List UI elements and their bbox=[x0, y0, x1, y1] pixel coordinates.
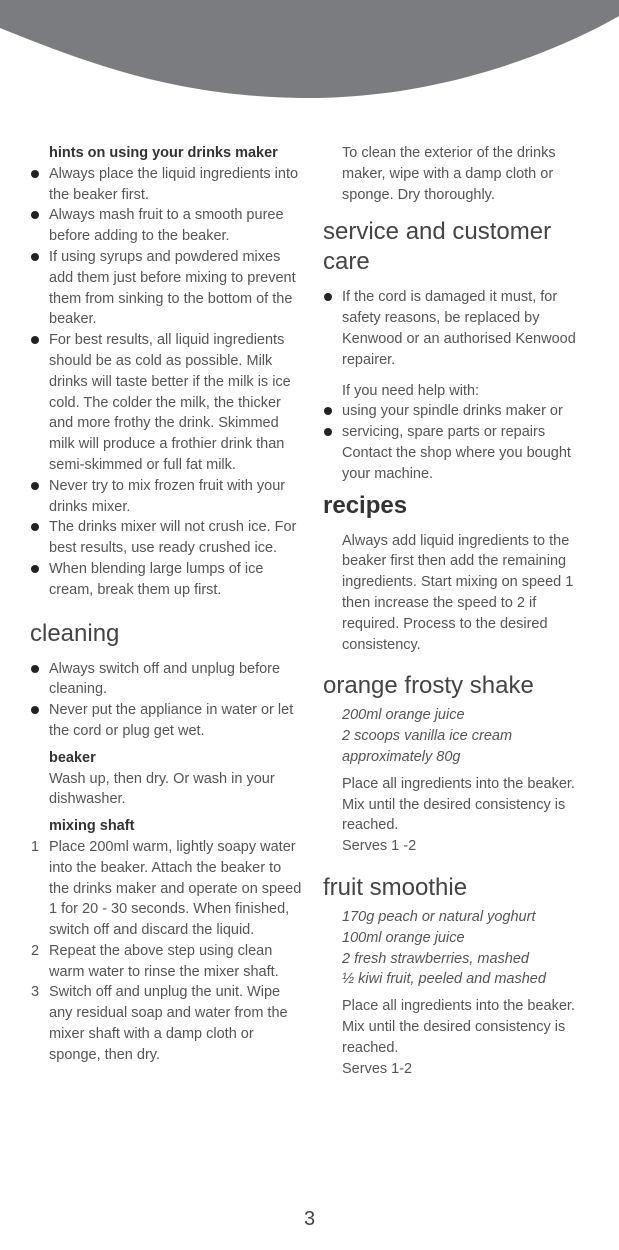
list-item: When blending large lumps of ice cream, break them up first. bbox=[30, 559, 302, 601]
hints-heading: hints on using your drinks maker bbox=[49, 145, 278, 161]
page-number: 3 bbox=[303, 1208, 316, 1230]
exterior-cleaning-text: To clean the exterior of the drinks maker, wipe with a damp cloth or sponge. Dry thoroughly. bbox=[342, 145, 556, 203]
ingredient: 100ml orange juice bbox=[342, 929, 465, 946]
step-number: 1 bbox=[31, 838, 40, 855]
list-item: If the cord is damaged it must, for safety reasons, be replaced by Kenwood or an authorised Kenwood repairer. bbox=[323, 287, 593, 370]
header-wave-decoration bbox=[0, 0, 619, 110]
shake-method: Place all ingredients into the beaker. Mix until the desired consistency is reached. bbox=[342, 775, 575, 834]
beaker-heading: beaker bbox=[49, 749, 96, 766]
list-item: Never try to mix frozen fruit with your drinks mixer. bbox=[30, 476, 302, 518]
shake-serves: Serves 1 -2 bbox=[342, 838, 417, 855]
step-text: Switch off and unplug the unit. Wipe any residual soap and water from the mixer shaft with a damp cloth or sponge, then dry. bbox=[49, 984, 288, 1063]
list-item bbox=[30, 982, 302, 1065]
left-column bbox=[30, 143, 302, 1066]
smoothie-serves: Serves 1-2 bbox=[342, 1060, 413, 1077]
list-item bbox=[30, 941, 302, 983]
ingredient: ½ kiwi fruit, peeled and mashed bbox=[342, 971, 546, 988]
list-item: using your spindle drinks maker or bbox=[323, 401, 593, 422]
ingredient: 2 scoops vanilla ice cream approximately 80g bbox=[342, 728, 513, 765]
step-number: 3 bbox=[31, 984, 40, 1001]
right-column bbox=[323, 143, 593, 1079]
step-text: Place 200ml warm, lightly soapy water into the beaker. Attach the beaker to the drinks maker and operate on speed 1 for 20 - 30 seconds. When finished, switch off and discard the liquid. bbox=[49, 838, 302, 939]
list-item: Always place the liquid ingredients into the beaker first. bbox=[30, 164, 302, 206]
orange-shake-title: orange frosty shake bbox=[323, 672, 534, 700]
help-list bbox=[323, 401, 593, 443]
recipes-intro: Always add liquid ingredients to the beaker first then add the remaining ingredients. Start mixing on speed 1 then increase the speed to 2 if required. Process to the desired consistency. bbox=[342, 532, 574, 653]
ingredient: 170g peach or natural yoghurt bbox=[342, 908, 536, 925]
help-intro: If you need help with: bbox=[342, 382, 480, 399]
mixing-shaft-steps bbox=[30, 837, 302, 1066]
list-item: For best results, all liquid ingredients should be as cold as possible. Milk drinks will taste better if the milk is ice cold. The colder the milk, the thicker and more frothy the drink. Skimmed milk will produce a frothier drink than semi-skimmed or full fat milk. bbox=[30, 330, 302, 476]
list-item: If using syrups and powdered mixes add them just before mixing to prevent them from sinking to the bottom of the beaker. bbox=[30, 247, 302, 330]
list-item: servicing, spare parts or repairs bbox=[323, 422, 593, 443]
cleaning-list bbox=[30, 659, 302, 742]
service-title: service and customer care bbox=[323, 218, 552, 276]
list-item: Always mash fruit to a smooth puree before adding to the beaker. bbox=[30, 205, 302, 247]
list-item: The drinks mixer will not crush ice. For best results, use ready crushed ice. bbox=[30, 517, 302, 559]
list-item bbox=[30, 837, 302, 941]
ingredient: 2 fresh strawberries, mashed bbox=[342, 950, 529, 967]
cleaning-title: cleaning bbox=[30, 619, 120, 647]
step-number: 2 bbox=[31, 942, 40, 959]
contact-text: Contact the shop where you bought your machine. bbox=[342, 444, 571, 482]
service-list bbox=[323, 287, 593, 370]
beaker-text: Wash up, then dry. Or wash in your dishwasher. bbox=[49, 770, 275, 808]
smoothie-method: Place all ingredients into the beaker. Mix until the desired consistency is reached. bbox=[342, 998, 575, 1056]
list-item: Always switch off and unplug before cleaning. bbox=[30, 659, 302, 701]
mixing-shaft-heading: mixing shaft bbox=[49, 818, 135, 835]
list-item: Never put the appliance in water or let the cord or plug get wet. bbox=[30, 700, 302, 742]
hints-list bbox=[30, 164, 302, 601]
recipes-title: recipes bbox=[323, 491, 408, 519]
ingredient: 200ml orange juice bbox=[342, 707, 465, 724]
fruit-smoothie-title: fruit smoothie bbox=[323, 873, 468, 901]
step-text: Repeat the above step using clean warm water to rinse the mixer shaft. bbox=[49, 942, 279, 980]
